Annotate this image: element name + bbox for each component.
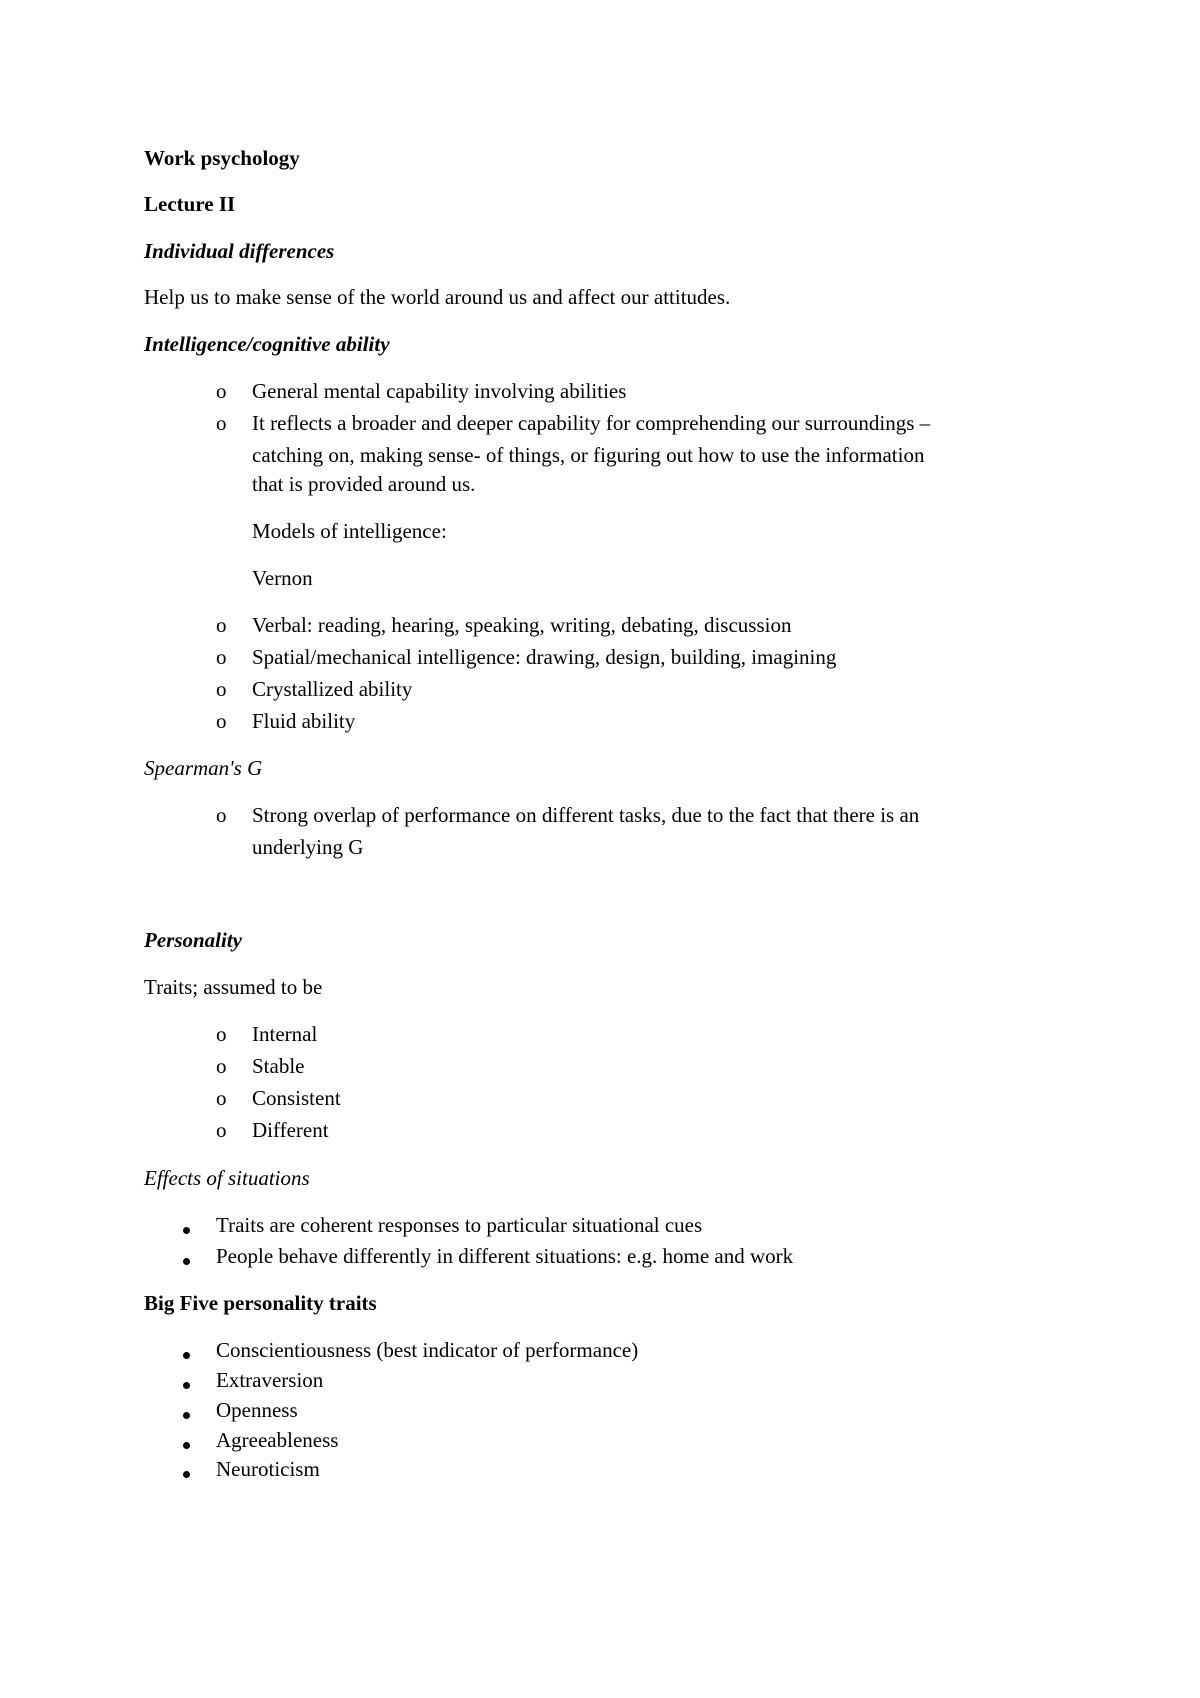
list-item: Neuroticism (216, 1457, 320, 1481)
list-bullet: o (216, 709, 227, 733)
heading-big-five: Big Five personality traits (144, 1291, 377, 1315)
list-item: Spatial/mechanical intelligence: drawing, design, building, imagining (252, 645, 837, 669)
heading-spearman: Spearman's G (144, 756, 263, 780)
list-item: Internal (252, 1022, 318, 1046)
list-item: Extraversion (216, 1368, 324, 1392)
list-item: Fluid ability (252, 709, 356, 733)
list-item: Conscientiousness (best indicator of performance) (216, 1338, 639, 1362)
list-item: It reflects a broader and deeper capability for comprehending our surroundings – (252, 411, 931, 435)
list-item: Strong overlap of performance on different tasks, due to the fact that there is an (252, 803, 920, 827)
list-item-continuation: that is provided around us. (252, 472, 476, 496)
list-item: Agreeableness (216, 1428, 339, 1452)
list-bullet: o (216, 1118, 227, 1142)
lecture-heading: Lecture II (144, 192, 236, 216)
list-bullet: o (216, 677, 227, 701)
heading-individual-differences: Individual differences (144, 239, 335, 263)
list-bullet: o (216, 613, 227, 637)
vernon-label: Vernon (252, 566, 313, 590)
list-item-continuation: catching on, making sense- of things, or figuring out how to use the information (252, 443, 925, 467)
bullet-dot-icon (183, 1442, 190, 1449)
document-title: Work psychology (144, 146, 300, 170)
list-item: Consistent (252, 1086, 341, 1110)
bullet-dot-icon (183, 1382, 190, 1389)
list-bullet: o (216, 803, 227, 827)
list-item: Traits are coherent responses to particular situational cues (216, 1213, 703, 1237)
list-bullet: o (216, 1086, 227, 1110)
bullet-dot-icon (183, 1412, 190, 1419)
bullet-dot-icon (183, 1227, 190, 1234)
list-bullet: o (216, 645, 227, 669)
list-item: Crystallized ability (252, 677, 413, 701)
list-item-continuation: underlying G (252, 835, 364, 859)
list-bullet: o (216, 1022, 227, 1046)
bullet-dot-icon (183, 1258, 190, 1265)
list-item: Verbal: reading, hearing, speaking, writing, debating, discussion (252, 613, 792, 637)
bullet-dot-icon (183, 1471, 190, 1478)
list-item: Openness (216, 1398, 298, 1422)
heading-intelligence: Intelligence/cognitive ability (144, 332, 390, 356)
paragraph-traits: Traits; assumed to be (144, 975, 323, 999)
list-bullet: o (216, 1054, 227, 1078)
list-item: Stable (252, 1054, 305, 1078)
bullet-dot-icon (183, 1352, 190, 1359)
list-item: Different (252, 1118, 329, 1142)
list-item: General mental capability involving abilities (252, 379, 627, 403)
models-label: Models of intelligence: (252, 519, 447, 543)
paragraph-individual-differences: Help us to make sense of the world around us and affect our attitudes. (144, 285, 731, 309)
list-item: People behave differently in different situations: e.g. home and work (216, 1244, 794, 1268)
heading-effects-of-situations: Effects of situations (144, 1166, 310, 1190)
heading-personality: Personality (144, 928, 242, 952)
list-bullet: o (216, 411, 227, 435)
list-bullet: o (216, 379, 227, 403)
